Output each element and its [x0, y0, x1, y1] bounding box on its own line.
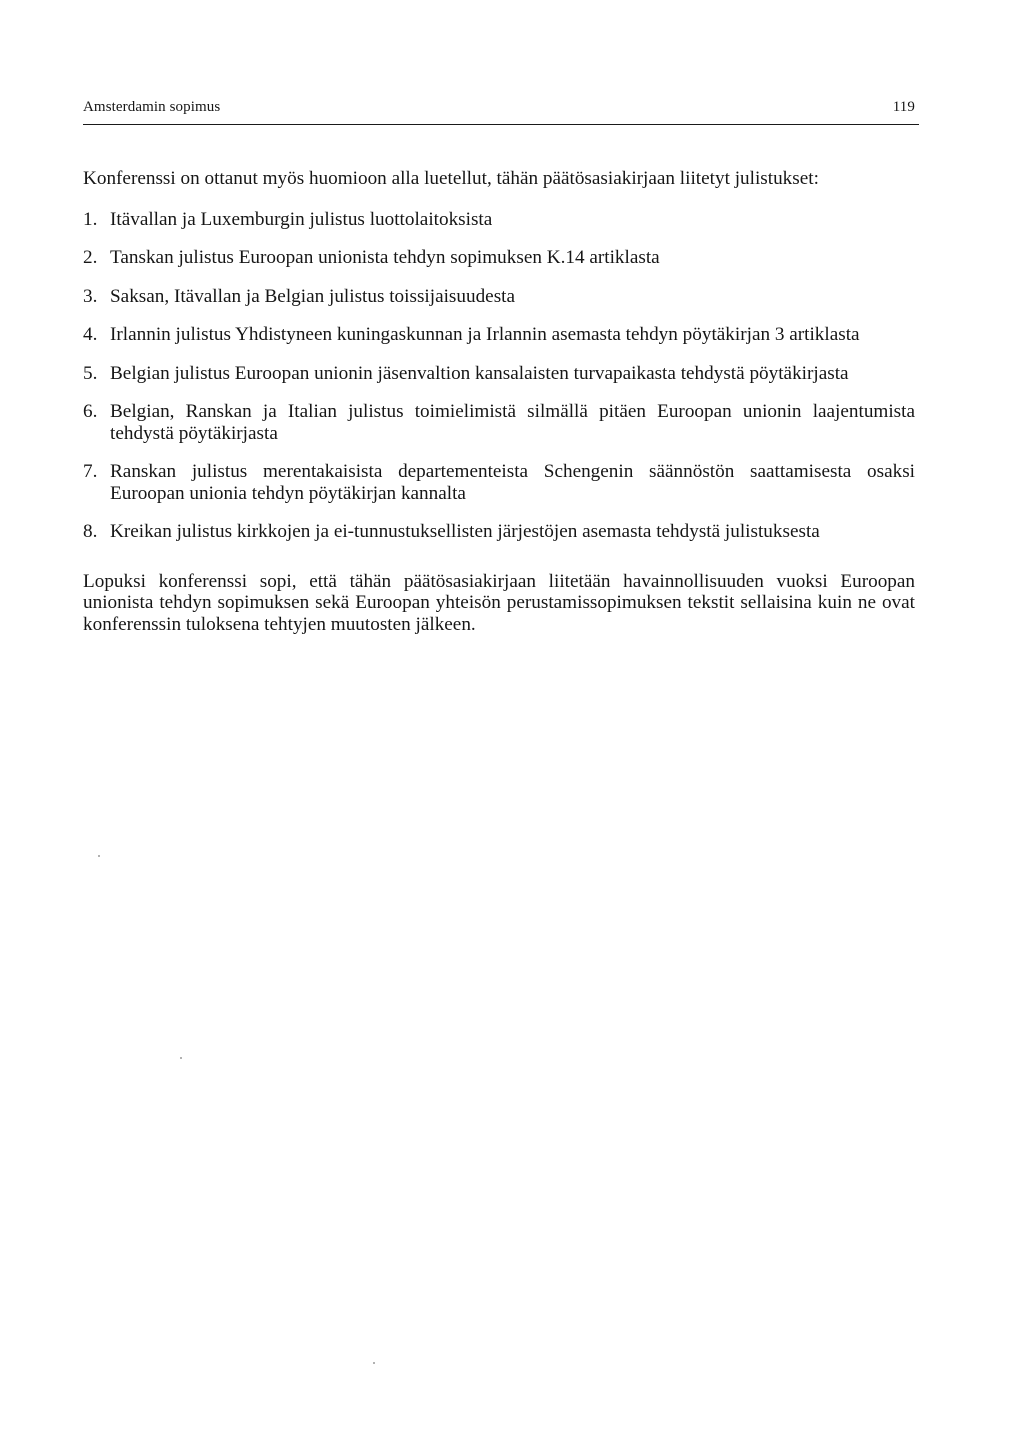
- list-item: [83, 461, 915, 504]
- list-item-text: Tanskan julistus Euroopan unionista tehdyn sopimuksen K.14 artiklasta: [110, 247, 660, 268]
- list-item-number: 4.: [83, 324, 98, 345]
- list-item-number: 8.: [83, 521, 98, 542]
- list-item-text: Kreikan julistus kirkkojen ja ei-tunnustuksellisten järjestöjen asemasta tehdystä julistuksesta: [110, 521, 820, 542]
- scan-speck: [373, 1362, 375, 1364]
- list-item: [83, 521, 915, 543]
- list-item-number: 3.: [83, 285, 98, 307]
- list-item-text: Itävallan ja Luxemburgin julistus luottolaitoksista: [110, 208, 493, 230]
- running-title: Amsterdamin sopimus: [83, 99, 221, 115]
- list-item-text: Belgian julistus Euroopan unionin jäsenvaltion kansalaisten turvapaikasta tehdystä pöytäkirjasta: [110, 362, 849, 384]
- running-header: [83, 96, 919, 118]
- list-item: [83, 247, 915, 269]
- list-item: [83, 401, 915, 444]
- list-item-number: 1.: [83, 208, 98, 230]
- list-item: [83, 286, 915, 308]
- list-item-number: 7.: [83, 461, 98, 482]
- list-item-text: Belgian, Ranskan ja Italian julistus toimielimistä silmällä pitäen Euroopan unionin laajentumista tehdystä pöytäkirjasta: [110, 401, 915, 444]
- header-rule: [83, 124, 919, 125]
- list-item-text: Ranskan julistus merentakaisista departementeista Schengenin säännöstön saattamisesta osaksi Euroopan unionia tehdyn pöytäkirjan kannalta: [110, 461, 915, 504]
- page-number: 119: [892, 99, 915, 115]
- body-text: [83, 168, 915, 635]
- closing-paragraph: Lopuksi konferenssi sopi, että tähän päätösasiakirjaan liitetään havainnollisuuden vuoksi Euroopan unionista tehdyn sopimuksen sekä Euroopan yhteisön perustamissopimuksen tekstit sellaisina kuin ne ovat konferenssin tuloksena tehtyjen muutosten jälkeen.: [83, 570, 915, 635]
- intro-paragraph: Konferenssi on ottanut myös huomioon alla luetellut, tähän päätösasiakirjaan liitetyt julistukset:: [83, 168, 819, 189]
- scan-speck: [180, 1057, 182, 1059]
- list-item-number: 2.: [83, 247, 98, 268]
- list-item: [83, 324, 915, 346]
- list-item: [83, 363, 915, 385]
- list-item-number: 5.: [83, 362, 98, 384]
- list-item-number: 6.: [83, 401, 98, 422]
- list-item: [83, 209, 915, 231]
- list-item-text: Saksan, Itävallan ja Belgian julistus toissijaisuudesta: [110, 285, 516, 307]
- declarations-list: [83, 209, 915, 543]
- scan-speck: [98, 855, 100, 857]
- list-item-text: Irlannin julistus Yhdistyneen kuningaskunnan ja Irlannin asemasta tehdyn pöytäkirjan 3 artiklasta: [110, 324, 860, 345]
